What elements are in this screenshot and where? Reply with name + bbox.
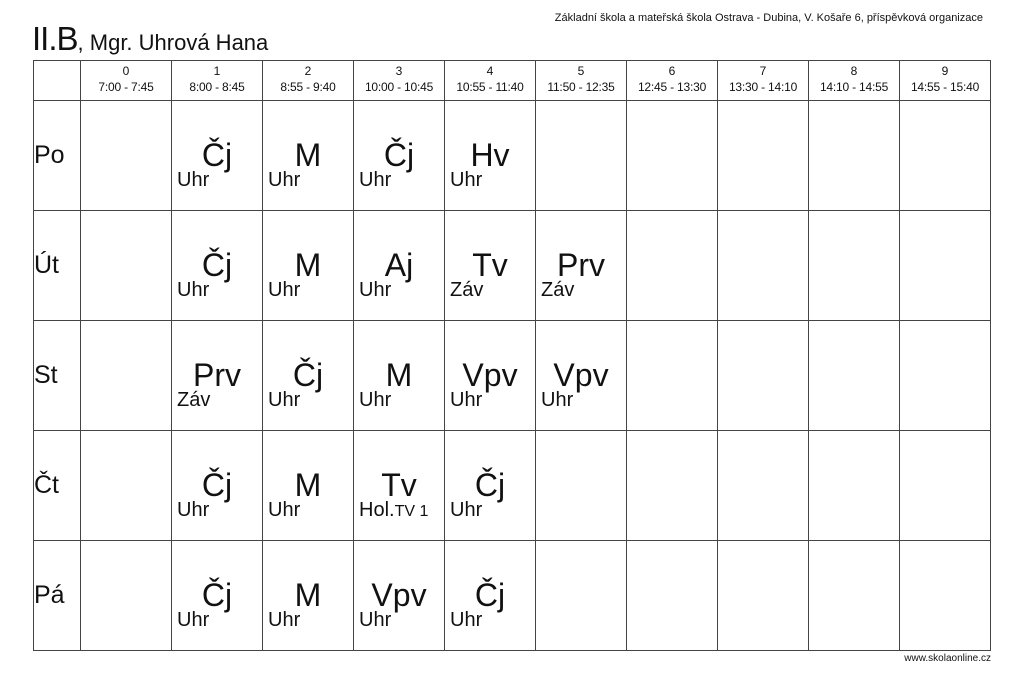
- lesson-teacher: Uhr: [268, 609, 301, 631]
- lesson-subject: M: [294, 137, 322, 173]
- lesson-subject: Vpv: [462, 357, 518, 393]
- period-number: 3: [395, 64, 403, 78]
- empty-cell: [809, 321, 900, 431]
- lesson-teacher-line: [359, 499, 428, 523]
- lesson-teacher: Uhr: [450, 389, 483, 411]
- lesson-cell: [172, 431, 263, 541]
- lesson-teacher-line: [541, 279, 574, 301]
- empty-cell: [81, 541, 172, 651]
- lesson-teacher-line: [450, 169, 482, 191]
- period-time: 10:55 - 11:40: [456, 80, 524, 94]
- lesson-cell: [445, 321, 536, 431]
- lesson-teacher: Uhr: [450, 609, 483, 631]
- lesson-teacher: Záv: [177, 389, 211, 411]
- period-number: 2: [304, 64, 312, 78]
- period-time: 14:10 - 14:55: [819, 80, 889, 94]
- lesson-teacher-line: [268, 609, 300, 631]
- footer-website: www.skolaonline.cz: [904, 653, 991, 664]
- lesson-teacher-line: [177, 499, 209, 521]
- period-number: 1: [213, 64, 221, 78]
- day-row: [34, 101, 991, 211]
- day-row: [34, 211, 991, 321]
- period-time: 11:50 - 12:35: [547, 80, 615, 94]
- empty-cell: [718, 211, 809, 321]
- period-header: [354, 61, 445, 101]
- lesson-cell: [172, 321, 263, 431]
- empty-cell: [900, 211, 991, 321]
- period-time: 10:00 - 10:45: [364, 80, 434, 94]
- period-time: 8:55 - 9:40: [280, 80, 336, 94]
- day-name: St: [34, 321, 81, 431]
- lesson-teacher: Uhr: [177, 279, 210, 301]
- empty-cell: [900, 101, 991, 211]
- lesson-subject: Čj: [383, 137, 415, 173]
- lesson-subject: M: [294, 247, 322, 283]
- lesson-teacher-line: [177, 279, 209, 301]
- period-header: [536, 61, 627, 101]
- lesson-teacher-line: [450, 389, 482, 411]
- lesson-cell: [445, 431, 536, 541]
- lesson-subject: Čj: [201, 577, 233, 613]
- lesson-teacher: Uhr: [359, 609, 392, 631]
- timetable: [33, 60, 991, 651]
- period-number: 8: [850, 64, 858, 78]
- day-row: [34, 431, 991, 541]
- lesson-cell: [354, 211, 445, 321]
- period-number: 0: [122, 64, 130, 78]
- period-time: 13:30 - 14:10: [728, 80, 798, 94]
- lesson-subject: Čj: [201, 137, 233, 173]
- lesson-subject: Vpv: [553, 357, 609, 393]
- lesson-teacher-line: [450, 499, 482, 521]
- page-title: [32, 20, 268, 58]
- lesson-subject: M: [385, 357, 413, 393]
- empty-cell: [900, 431, 991, 541]
- empty-cell: [536, 101, 627, 211]
- empty-cell: [81, 431, 172, 541]
- lesson-cell: [445, 541, 536, 651]
- lesson-cell: [263, 321, 354, 431]
- period-number: 6: [668, 64, 676, 78]
- lesson-subject: Tv: [381, 467, 417, 503]
- lesson-teacher: Uhr: [359, 279, 392, 301]
- empty-cell: [536, 541, 627, 651]
- period-header: [627, 61, 718, 101]
- lesson-cell: [263, 431, 354, 541]
- lesson-teacher: Uhr: [268, 279, 301, 301]
- lesson-subject: M: [294, 577, 322, 613]
- day-name: Pá: [34, 541, 81, 651]
- lesson-subject: Čj: [474, 577, 506, 613]
- lesson-subject: M: [294, 467, 322, 503]
- period-header: [718, 61, 809, 101]
- period-number: 4: [486, 64, 494, 78]
- lesson-cell: [536, 211, 627, 321]
- empty-cell: [900, 321, 991, 431]
- period-header-row: [34, 61, 991, 101]
- period-number: 7: [759, 64, 767, 78]
- day-row: [34, 321, 991, 431]
- lesson-teacher: Uhr: [177, 169, 210, 191]
- lesson-cell: [172, 541, 263, 651]
- period-header: [900, 61, 991, 101]
- period-time: 7:00 - 7:45: [98, 80, 154, 94]
- lesson-cell: [354, 541, 445, 651]
- lesson-room: TV 1: [394, 503, 429, 520]
- period-number: 9: [941, 64, 949, 78]
- empty-cell: [627, 211, 718, 321]
- lesson-subject: Čj: [201, 467, 233, 503]
- lesson-cell: [354, 321, 445, 431]
- lesson-cell: [172, 211, 263, 321]
- lesson-cell: [354, 101, 445, 211]
- lesson-teacher-line: [177, 609, 209, 631]
- lesson-subject: Čj: [474, 467, 506, 503]
- empty-cell: [81, 211, 172, 321]
- lesson-teacher-line: [541, 389, 573, 411]
- lesson-cell: [263, 101, 354, 211]
- empty-cell: [81, 101, 172, 211]
- lesson-subject: Prv: [557, 247, 605, 283]
- lesson-subject: Prv: [193, 357, 241, 393]
- lesson-cell: [445, 101, 536, 211]
- class-teacher: , Mgr. Uhrová Hana: [77, 30, 269, 55]
- empty-cell: [627, 321, 718, 431]
- empty-cell: [718, 431, 809, 541]
- lesson-teacher: Uhr: [268, 499, 301, 521]
- period-header: [445, 61, 536, 101]
- period-header: [81, 61, 172, 101]
- lesson-teacher-line: [450, 609, 482, 631]
- lesson-teacher: Uhr: [450, 169, 483, 191]
- lesson-teacher-line: [268, 169, 300, 191]
- lesson-teacher: Uhr: [268, 169, 301, 191]
- period-time: 14:55 - 15:40: [910, 80, 980, 94]
- lesson-cell: [263, 541, 354, 651]
- empty-cell: [627, 541, 718, 651]
- school-name: Základní škola a mateřská škola Ostrava - Dubina, V. Košaře 6, příspěvková organizace: [554, 12, 983, 24]
- lesson-cell: [172, 101, 263, 211]
- lesson-teacher: Záv: [541, 279, 575, 301]
- lesson-cell: [263, 211, 354, 321]
- lesson-teacher-line: [359, 609, 391, 631]
- day-name: Po: [34, 101, 81, 211]
- lesson-teacher-line: [177, 389, 210, 411]
- lesson-cell: [536, 321, 627, 431]
- empty-cell: [809, 541, 900, 651]
- period-header: [172, 61, 263, 101]
- header-corner: [34, 61, 81, 101]
- empty-cell: [536, 431, 627, 541]
- lesson-teacher: Uhr: [177, 499, 210, 521]
- lesson-teacher-line: [359, 169, 391, 191]
- lesson-teacher-line: [177, 169, 209, 191]
- period-time: 8:00 - 8:45: [189, 80, 245, 94]
- empty-cell: [809, 211, 900, 321]
- lesson-teacher: Uhr: [450, 499, 483, 521]
- period-header: [809, 61, 900, 101]
- lesson-teacher: Hol.: [359, 499, 395, 521]
- lesson-teacher-line: [450, 279, 483, 301]
- empty-cell: [718, 321, 809, 431]
- lesson-teacher: Záv: [450, 279, 484, 301]
- lesson-subject: Aj: [384, 247, 414, 283]
- empty-cell: [809, 101, 900, 211]
- lesson-teacher: Uhr: [268, 389, 301, 411]
- day-row: [34, 541, 991, 651]
- empty-cell: [81, 321, 172, 431]
- empty-cell: [627, 431, 718, 541]
- lesson-teacher: Uhr: [359, 169, 392, 191]
- lesson-teacher: Uhr: [541, 389, 574, 411]
- empty-cell: [900, 541, 991, 651]
- empty-cell: [718, 541, 809, 651]
- lesson-cell: [354, 431, 445, 541]
- lesson-teacher: Uhr: [177, 609, 210, 631]
- lesson-teacher-line: [268, 279, 300, 301]
- period-header: [263, 61, 354, 101]
- day-name: Čt: [34, 431, 81, 541]
- lesson-teacher: Uhr: [359, 389, 392, 411]
- period-number: 5: [577, 64, 585, 78]
- empty-cell: [809, 431, 900, 541]
- lesson-teacher-line: [359, 279, 391, 301]
- lesson-teacher-line: [268, 499, 300, 521]
- empty-cell: [627, 101, 718, 211]
- lesson-teacher-line: [268, 389, 300, 411]
- lesson-teacher-line: [359, 389, 391, 411]
- lesson-subject: Hv: [470, 137, 510, 173]
- period-time: 12:45 - 13:30: [637, 80, 707, 94]
- day-name: Út: [34, 211, 81, 321]
- lesson-subject: Čj: [292, 357, 324, 393]
- empty-cell: [718, 101, 809, 211]
- lesson-subject: Tv: [472, 247, 508, 283]
- lesson-cell: [445, 211, 536, 321]
- lesson-subject: Vpv: [371, 577, 427, 613]
- class-name: II.B: [32, 20, 78, 57]
- lesson-subject: Čj: [201, 247, 233, 283]
